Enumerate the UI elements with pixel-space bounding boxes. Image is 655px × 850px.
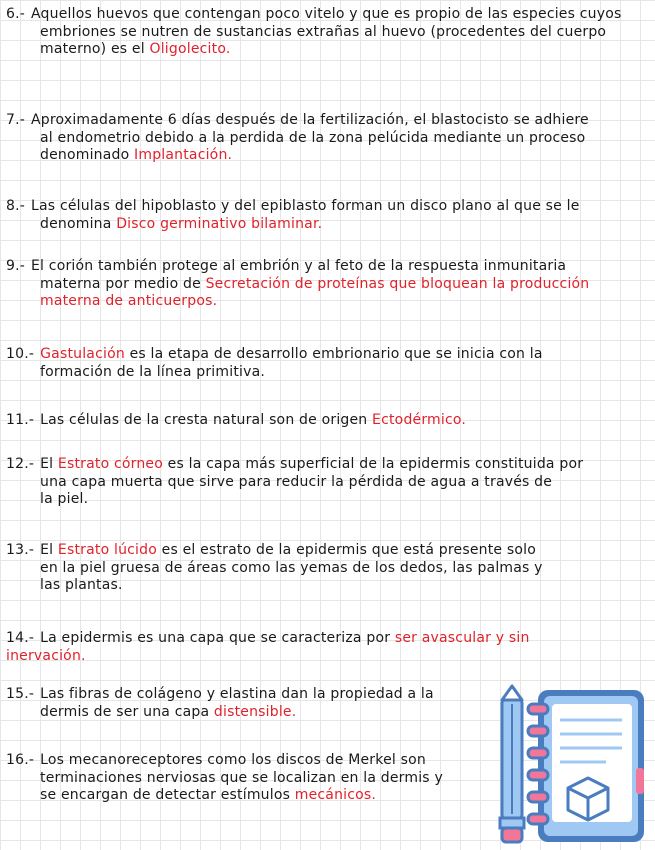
- item-text: dermis de ser una capa: [40, 703, 210, 720]
- notebook-body: [538, 690, 644, 842]
- item-text: La epidermis es una capa que se caracteriza por: [40, 630, 391, 646]
- item-text: es el estrato de la epidermis que está presente solo: [161, 542, 536, 558]
- item-text: Aproximadamente 6 días después de la fertilización, el blastocisto se adhiere: [31, 112, 589, 128]
- answer-text: distensible.: [213, 703, 297, 720]
- item-text: se encargan de detectar estímulos: [40, 787, 291, 803]
- item-text: Las células del hipoblasto y del epiblasto forman un disco plano al que se le: [31, 198, 580, 214]
- item-text: terminaciones nerviosas que se localizan en la dermis y: [40, 769, 443, 786]
- item-number: 7.-: [6, 112, 26, 128]
- item-number: 10.-: [6, 346, 35, 362]
- pencil-icon: [500, 686, 524, 842]
- item-text: Los mecanoreceptores como los discos de Merkel son: [40, 752, 426, 768]
- note-item-13: [6, 542, 543, 595]
- item-text: El corión también protege al embrión y al feto de la respuesta inmunitaria: [31, 258, 567, 274]
- answer-text: mecánicos.: [294, 787, 377, 803]
- note-item-11: [6, 412, 466, 430]
- item-number: 9.-: [6, 258, 26, 274]
- item-text: es la capa más superficial de la epidermis constituida por: [167, 456, 584, 472]
- item-text: materno) es el: [40, 41, 145, 57]
- answer-text: Implantación.: [134, 147, 233, 163]
- note-item-8: [6, 198, 580, 233]
- answer-text: Estrato córneo: [57, 456, 164, 472]
- item-text: denomina: [40, 215, 112, 232]
- item-text: en la piel gruesa de áreas como las yemas de los dedos, las palmas y: [40, 559, 543, 576]
- item-text: es la etapa de desarrollo embrionario que se inicia con la: [129, 346, 543, 362]
- note-item-7: [6, 112, 589, 165]
- item-text: embriones se nutren de sustancias extrañas al huevo (procedentes del cuerpo: [40, 23, 607, 40]
- item-text: materna por medio de: [40, 275, 201, 292]
- answer-text: materna de anticuerpos.: [40, 293, 218, 309]
- item-number: 14.-: [6, 630, 35, 646]
- note-item-16: [6, 752, 443, 805]
- item-text: El: [40, 542, 54, 558]
- note-item-12: [6, 456, 583, 509]
- answer-text: Ectodérmico.: [372, 412, 467, 428]
- item-text: al endometrio debido a la perdida de la zona pelúcida mediante un proceso: [40, 129, 586, 146]
- answer-text: Oligolecito.: [149, 41, 231, 57]
- item-text: la piel.: [40, 491, 89, 507]
- note-item-10: [6, 346, 543, 381]
- answer-text: inervación.: [6, 647, 86, 664]
- item-text: las plantas.: [40, 577, 123, 593]
- answer-text: Disco germinativo bilaminar.: [116, 215, 323, 232]
- note-item-15: [6, 686, 434, 721]
- item-text: Las fibras de colágeno y elastina dan la propiedad a la: [40, 686, 434, 702]
- item-number: 8.-: [6, 198, 26, 214]
- item-text: una capa muerta que sirve para reducir la pérdida de agua a través de: [40, 473, 553, 490]
- item-number: 16.-: [6, 752, 35, 768]
- item-number: 11.-: [6, 412, 35, 428]
- note-item-9: [6, 258, 589, 311]
- item-text: formación de la línea primitiva.: [40, 363, 266, 380]
- item-number: 12.-: [6, 456, 35, 472]
- item-number: 13.-: [6, 542, 35, 558]
- item-text: Las células de la cresta natural son de origen: [40, 412, 368, 428]
- item-text: Aquellos huevos que contengan poco vitelo y que es propio de las especies cuyos: [31, 6, 622, 22]
- item-text: El: [40, 456, 54, 472]
- answer-text: Secretación de proteínas que bloquean la producción: [205, 275, 590, 292]
- item-number: 15.-: [6, 686, 35, 702]
- answer-text: ser avascular y sin: [394, 630, 530, 646]
- answer-text: Estrato lúcido: [57, 542, 157, 558]
- note-item-6: [6, 6, 621, 59]
- note-item-14: [6, 630, 530, 665]
- notebook-pencil-icon: [498, 684, 648, 846]
- answer-text: Gastulación: [40, 346, 125, 362]
- item-number: 6.-: [6, 6, 26, 22]
- item-text: denominado: [40, 147, 130, 163]
